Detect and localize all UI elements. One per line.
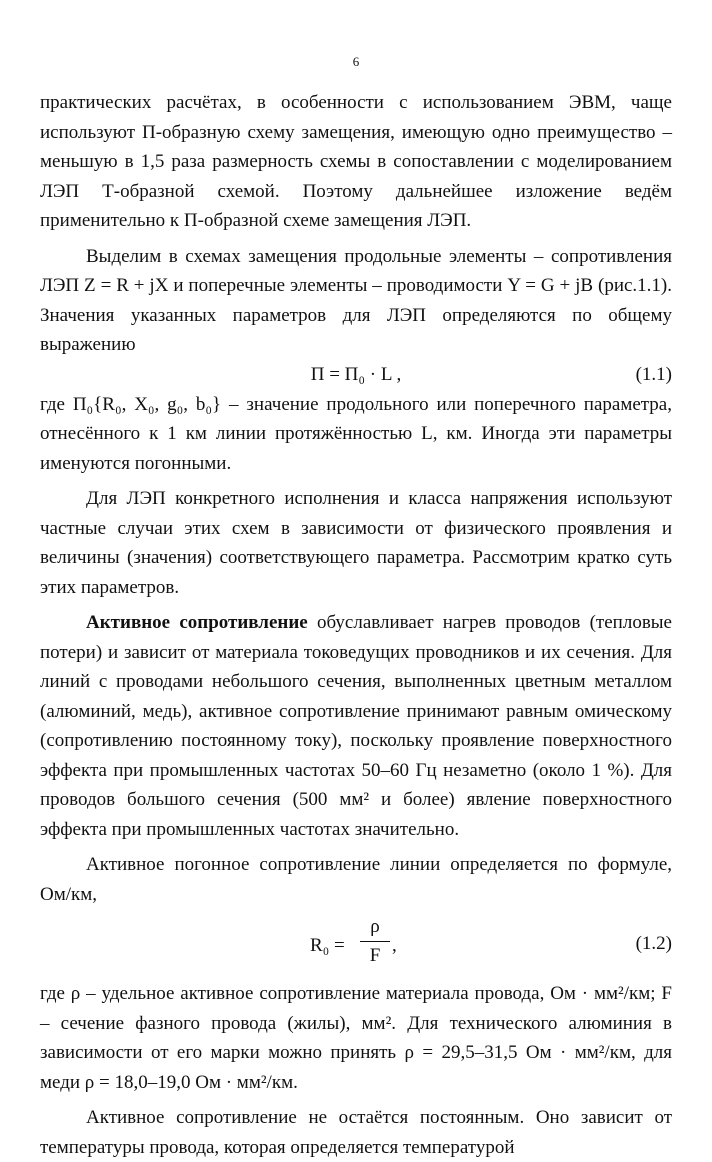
paragraph-8: Активное сопротивление не остаётся постоянным. Оно зависит от температуры провода, которая определяется температурой xyxy=(40,1107,672,1158)
formula-1-1-number: (1.1) xyxy=(635,363,672,385)
paragraph-5 xyxy=(40,608,672,844)
formula-1-2-fraction xyxy=(360,915,390,968)
page-body xyxy=(40,88,672,1162)
formula-1-2 xyxy=(40,915,672,973)
formula-1-2-tail: , xyxy=(392,935,397,956)
formula-1-2-denominator: F xyxy=(369,945,381,966)
paragraph-6: Активное погонное сопротивление линии определяется по формуле, Ом/км, xyxy=(40,854,672,905)
paragraph-2: Выделим в схемах замещения продольные элементы – сопротивления ЛЭП Z = R + jX и поперечные элементы – проводимости Y = G + jB (рис.1.1). Значения указанных параметров для ЛЭП определяются по общему выражению xyxy=(40,245,672,355)
paragraph-7: где ρ – удельное активное сопротивление материала провода, Ом · мм²/км; F – сечение фазного провода (жилы), мм². Для технического алюминия в зависимости от его марки можно принять ρ = 29,5–31,5 Ом · мм²/км, для меди ρ = 18,0–19,0 Ом · мм²/км. xyxy=(40,983,672,1093)
formula-1-1 xyxy=(40,360,672,390)
page-number: 6 xyxy=(352,54,360,69)
paragraph-4: Для ЛЭП конкретного исполнения и класса напряжения используют частные случаи этих схем в зависимости от физического проявления и величины (значения) соответствующего параметра. Рассмотрим кратко суть этих параметров. xyxy=(40,488,672,598)
formula-1-1-expression: П = П₀ · L , xyxy=(310,363,402,385)
paragraph-1: практических расчётах, в особенности с использованием ЭВМ, чаще используют П-образную схему замещения, имеющую одно преимущество – меньшую в 1,5 раза размерность схемы в сопоставлении с моделированием ЛЭП Т-образной схемой. Поэтому дальнейшее изложение ведём применительно к П-образной схеме замещения ЛЭП. xyxy=(40,92,672,231)
formula-1-2-number: (1.2) xyxy=(635,933,672,954)
fraction-bar xyxy=(360,941,390,942)
formula-1-2-lhs: R₀ = xyxy=(310,935,345,956)
paragraph-3: где П₀{R₀, X₀, g₀, b₀} – значение продольного или поперечного параметра, отнесённого к 1 км линии протяжённостью L, км. Иногда эти параметры именуются погонными. xyxy=(40,393,672,474)
formula-1-2-numerator: ρ xyxy=(370,916,380,937)
paragraph-5-text: обуславливает нагрев проводов (тепловые потери) и зависит от материала токоведущих проводников и их сечения. Для линий с проводами небольшого сечения, выполненных цветным металлом (алюминий, медь), активное сопротивление принимают равным омическому (сопротивлению постоянному току), поскольку проявление поверхностного эффекта при промышленных частотах 50–60 Гц незаметно (около 1 %). Для проводов большого сечения (500 мм² и более) явление поверхностного эффекта при промышленных частотах значительно. xyxy=(40,612,672,840)
term-active-resistance: Активное сопротивление xyxy=(86,612,308,633)
